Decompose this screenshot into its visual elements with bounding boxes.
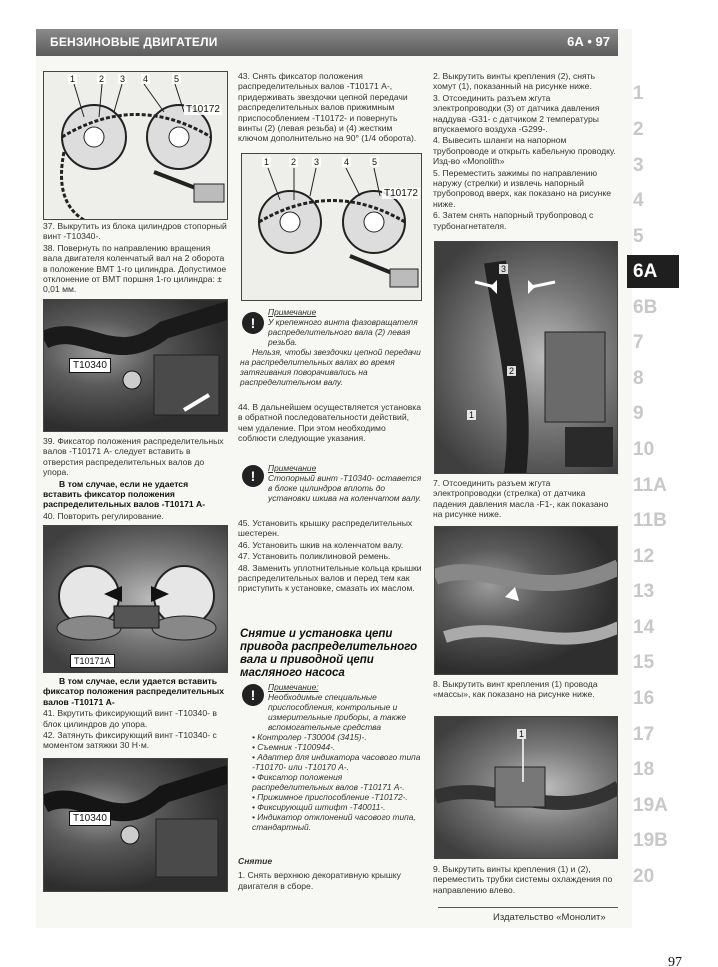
chapter-tab[interactable]: 17 — [633, 724, 655, 745]
note-info-icon: ! — [242, 465, 264, 487]
column-1-text-b — [43, 436, 228, 522]
chapter-tab[interactable]: 14 — [633, 617, 655, 638]
figure-camshaft-sprockets — [43, 71, 228, 220]
step-39: 39. Фиксатор положения распределительных валов -Т10171 А- следует вставить в отверстия распределительных валов до упора. — [43, 436, 224, 478]
note-1 — [240, 307, 424, 387]
chapter-tab[interactable]: 13 — [633, 581, 655, 602]
chapter-tab-active[interactable]: 6A — [627, 255, 679, 288]
page-header — [36, 29, 618, 56]
figure-drawing — [44, 526, 228, 673]
note-3-title: Примечание: — [268, 682, 319, 692]
step-8: 8. Выкрутить винт крепления (1) провода «массы», как показано на рисунке ниже. — [433, 679, 598, 700]
callout-4: 4 — [143, 74, 149, 84]
section-heading: Снятие и установка цепи привода распределительного вала и приводной цепи масляного насоса — [240, 628, 418, 679]
step-46: 46. Установить шкив на коленчатом валу. — [238, 539, 404, 550]
step-45: 45. Установить крышку распределительных шестерен. — [238, 518, 413, 539]
note-info-icon: ! — [242, 312, 264, 334]
figure-tool-label: T10172 — [384, 188, 418, 199]
condition-inserted: В том случае, если удается вставить фиксатор положения распределительных валов -Т10171 А- — [43, 676, 225, 707]
step-3: 3. Отсоединить разъем жгута электропроводки (3) от датчика давления наддува -G31- с датчиком 2 температуры впускаемого воздуха -G299-. — [433, 92, 600, 135]
step-1: 1. Снять верхнюю декоративную крышку двигателя в сборе. — [238, 870, 401, 891]
step-42: 42. Затянуть фиксирующий винт -Т10340- с моментом затяжки 30 Н·м. — [43, 730, 217, 751]
chapter-tab[interactable]: 12 — [633, 546, 655, 567]
callout-1: 1 — [264, 157, 270, 167]
step-47: 47. Установить поликлиновой ремень. — [238, 551, 391, 562]
figure-pressure-pipe — [434, 241, 618, 474]
note-3 — [240, 682, 424, 832]
step-7: 7. Отсоединить разъем жгута электропроводки (стрелка) от датчика падения давления масла -F1-, как показано на рисунке ниже. — [433, 478, 609, 520]
column-1-text-c — [43, 676, 228, 752]
figure-drawing — [435, 242, 618, 474]
tool-label-t10171a: T10171A — [70, 654, 115, 668]
tool-item: • Индикатор отклонений часового типа, стандартный. — [252, 812, 416, 832]
chapter-tab[interactable]: 3 — [633, 155, 644, 176]
step-2: 2. Выкрутить винты крепления (2), снять хомут (1), показанный на рисунке ниже. — [433, 71, 596, 92]
chapter-tab[interactable]: 15 — [633, 652, 655, 673]
figure-ground-wire — [434, 716, 618, 859]
column-2-text-b — [238, 402, 424, 445]
callout-2: 2 — [291, 157, 297, 167]
step-44: 44. В дальнейшем осуществляется установка в обратной последовательности действий, чем удаление. При этом необходимо соблюсти следующие указания. — [238, 402, 422, 444]
column-3-text-d — [433, 864, 618, 896]
step-37: 37. Выкрутить из блока цилиндров стопорный винт -Т10340-. — [43, 221, 227, 242]
figure-drawing — [44, 72, 228, 220]
column-1-text-a — [43, 221, 228, 296]
column-2-text-a — [238, 71, 424, 145]
publisher-footer: Издательство «Монолит» — [493, 912, 606, 923]
chapter-tab[interactable]: 6B — [633, 297, 658, 318]
callout-2: 2 — [99, 74, 105, 84]
tool-item: • Фиксирующий штифт -Т40011-. — [252, 802, 386, 812]
chapter-tab[interactable]: 7 — [633, 332, 644, 353]
callout-3: 3 — [120, 74, 126, 84]
callout-2: 2 — [509, 366, 515, 376]
chapter-tab[interactable]: 8 — [633, 368, 644, 389]
chapter-tab[interactable]: 20 — [633, 866, 655, 887]
step-40: 40. Повторить регулирование. — [43, 510, 164, 521]
note-2-text: Стопорный винт -Т10340- оставется в блоке цилиндров вплоть до установки шкива на коленчатом валу. — [268, 473, 422, 503]
step-9: 9. Выкрутить винты крепления (1) и (2), переместить трубки системы охлаждения по направлению влево. — [433, 864, 613, 895]
note-info-icon: ! — [242, 684, 264, 706]
removal-heading: Снятие — [238, 856, 273, 866]
callout-3: 3 — [314, 157, 320, 167]
callout-1: 1 — [469, 410, 475, 420]
chapter-tab[interactable]: 5 — [633, 226, 644, 247]
tool-label-t10340: T10340 — [69, 358, 111, 373]
figure-camshaft-fixture — [43, 525, 228, 673]
chapter-tab[interactable]: 19A — [633, 795, 668, 816]
step-41: 41. Вкрутить фиксирующий винт -Т10340- в блок цилиндров до упора. — [43, 708, 217, 729]
callout-5: 5 — [174, 74, 180, 84]
note-1-text-b: Нельзя, чтобы звездочки цепной передачи на распределительных валах во время затягивания поворачивались на распределительном валу. — [240, 347, 421, 387]
chapter-tab[interactable]: 16 — [633, 688, 655, 709]
step-4: 4. Вывесить шланги на напорном трубопроводе и открыть кабельную проводку. Изд-во «Monolith» — [433, 135, 616, 167]
tool-item: • Съемник -Т100944-. — [252, 742, 336, 752]
figure-tool-label: T10172 — [186, 104, 220, 115]
callout-1: 1 — [70, 74, 76, 84]
tool-item: • Адаптер для индикатора часового типа -Т10170- или -Т10170 А-. — [252, 752, 421, 772]
note-1-text: У крепежного винта фазовращателя распределительного вала (2) левая резьба. — [268, 317, 418, 347]
tool-item: • Контролер -Т30004 (3415)-. — [252, 732, 367, 742]
note-1-title: Примечание — [268, 307, 317, 317]
chapter-tab[interactable]: 18 — [633, 759, 655, 780]
tool-label-t10340: T10340 — [69, 811, 111, 826]
note-3-text: Необходимые специальные приспособления, контрольные и измерительные приборы, а также вспомогательные средства — [268, 692, 407, 732]
callout-1: 1 — [519, 729, 525, 739]
figure-locking-bolt — [43, 299, 228, 432]
figure-drawing — [242, 154, 422, 301]
footer-divider — [438, 907, 618, 908]
header-page-ref: 6А • 97 — [567, 34, 610, 49]
step-43: 43. Снять фиксатор положения распределительных валов -Т10171 А-, придерживать звездочки цепной передачи распределительных валов прижимным приспособлением -Т10172- и повернуть винты (2) (левая резьба) и (4) жестким ключом дополнительно на 90° (1/4 оборота). — [238, 71, 417, 144]
chapter-tab[interactable]: 4 — [633, 190, 644, 211]
column-2-text-c — [238, 518, 424, 595]
step-5: 5. Переместить зажимы по направлению наружу (стрелки) и извлечь напорный трубопровод вверх, как показано на рисунке ниже. — [433, 167, 611, 209]
chapter-tab[interactable]: 10 — [633, 439, 655, 460]
step-48: 48. Заменить уплотнительные кольца крышки распределительных валов и перед тем как приступить к установке, смазать их маслом. — [238, 562, 422, 594]
column-3-text-c — [433, 679, 618, 701]
condition-not-inserted: В том случае, если не удается вставить фиксатор положения распределительных валов -Т10171 А- — [43, 478, 206, 510]
step-38: 38. Повернуть по направлению вращения вала двигателя коленчатый вал на 2 оборота в положение ВМТ 1-го цилиндра. Допустимое отклонение от ВМТ поршня 1-го цилиндра: ± 0,01 мм. — [43, 242, 227, 295]
column-3-text-b — [433, 478, 618, 521]
callout-3: 3 — [501, 264, 507, 274]
step-6: 6. Затем снять напорный трубопровод с турбонагнетателя. — [433, 210, 594, 231]
page-number: 97 — [668, 955, 682, 967]
chapter-tab[interactable]: 9 — [633, 403, 644, 424]
chapter-tab[interactable]: 19B — [633, 830, 668, 851]
column-3-text-a — [433, 71, 618, 232]
tool-item: • Прижимное приспособление -Т10172-. — [252, 792, 408, 802]
chapter-tab[interactable]: 2 — [633, 119, 644, 140]
figure-drawing — [435, 527, 618, 675]
note-2 — [240, 463, 424, 503]
chapter-tab[interactable]: 11B — [633, 510, 667, 531]
note-2-title: Примечание — [268, 463, 317, 473]
figure-sprocket-holder — [241, 153, 422, 301]
column-2-text-d — [238, 856, 424, 892]
figure-drawing — [435, 717, 618, 859]
header-title: БЕНЗИНОВЫЕ ДВИГАТЕЛИ — [50, 35, 218, 49]
chapter-tab[interactable]: 11A — [633, 475, 667, 496]
figure-oil-pressure-sensor — [434, 526, 618, 675]
callout-4: 4 — [344, 157, 350, 167]
callout-5: 5 — [372, 157, 378, 167]
figure-locking-bolt-tightened — [43, 758, 228, 892]
chapter-tab[interactable]: 1 — [633, 83, 644, 104]
tool-item: • Фиксатор положения распределительных валов -Т10171 А-. — [252, 772, 405, 792]
